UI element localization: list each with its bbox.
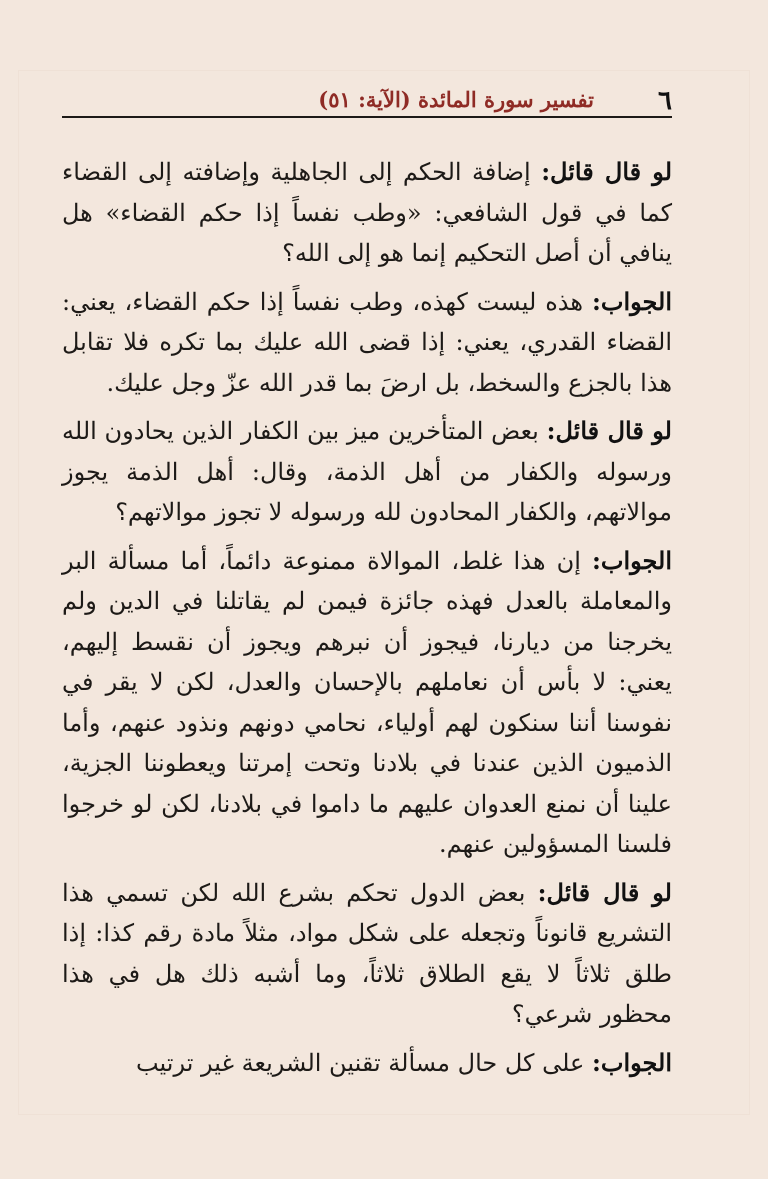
paragraph-question-3 bbox=[62, 873, 672, 1035]
question-label: لو قال قائل: bbox=[537, 877, 672, 907]
answer-label: الجواب: bbox=[592, 1047, 672, 1077]
page-number: ٦ bbox=[658, 86, 672, 116]
paragraph-text: إضافة الحكم إلى الجاهلية وإضافته إلى القضاء كما في قول الشافعي: «وطب نفساً إذا حكم القضاء» هل ينافي أن أصل التحكيم إنما هو إلى الله؟ bbox=[62, 158, 672, 267]
paragraph-answer-1 bbox=[62, 282, 672, 404]
paragraph-text: بعض المتأخرين ميز بين الكفار الذين يحادون الله ورسوله والكفار من أهل الذمة، وقال: أهل الذمة يجوز موالاتهم، والكفار المحادون لله ورسوله لا تجوز موالاتهم؟ bbox=[62, 417, 672, 526]
question-label: لو قال قائل: bbox=[541, 157, 673, 186]
paragraph-text: إن هذا غلط، الموالاة ممنوعة دائماً، أما مسألة البر والمعاملة بالعدل فهذه جائزة فيمن لم يقاتلنا في الدين ولم يخرجنا من ديارنا، فيجوز أن نبرهم ويجوز أن نقسط إليهم، يعني: لا بأس أن نعاملهم بالإحسان والعدل، لكن لا يقر في نفوسنا أننا سنكون لهم أولياء، نحامي دونهم ونذود عنهم، وأما الذميون الذين عندنا في بلادنا وتحت إمرتنا ويعطوننا الجزية، علينا أن نمنع العدوان عليهم ما داموا في بلادنا، لكن لو خرجوا فلسنا المسؤولين عنهم. bbox=[62, 546, 672, 858]
header-rule bbox=[62, 116, 672, 118]
paragraph-text: هذه ليست كهذه، وطب نفساً إذا حكم القضاء، يعني: القضاء القدري، يعني: إذا قضى الله عليك بما تكره فلا تقابل هذا بالجزع والسخط، بل ارضَ بما قدر الله عزّ وجل عليك. bbox=[62, 287, 672, 397]
paragraph-question-1 bbox=[62, 152, 672, 274]
paragraph-answer-2 bbox=[62, 541, 672, 865]
page-content bbox=[62, 152, 672, 1091]
answer-label: الجواب: bbox=[592, 545, 672, 575]
paragraph-question-2 bbox=[62, 411, 672, 533]
question-label: لو قال قائل: bbox=[546, 416, 672, 445]
answer-label: الجواب: bbox=[592, 286, 672, 316]
paragraph-text: على كل حال مسألة تقنين الشريعة غير ترتيب bbox=[135, 1048, 592, 1077]
paragraph-text: بعض الدول تحكم بشرع الله لكن تسمي هذا التشريع قانوناً وتجعله على شكل مواد، مثلاً مادة رقم كذا: إذا طلق ثلاثاً لا يقع الطلاق ثلاثاً، وما أشبه ذلك هل في هذا محظور شرعي؟ bbox=[62, 878, 672, 1028]
paragraph-answer-3 bbox=[62, 1043, 672, 1084]
page-header bbox=[62, 84, 672, 118]
running-title: تفسير سورة المائدة (الآية: ٥١) bbox=[318, 87, 594, 112]
